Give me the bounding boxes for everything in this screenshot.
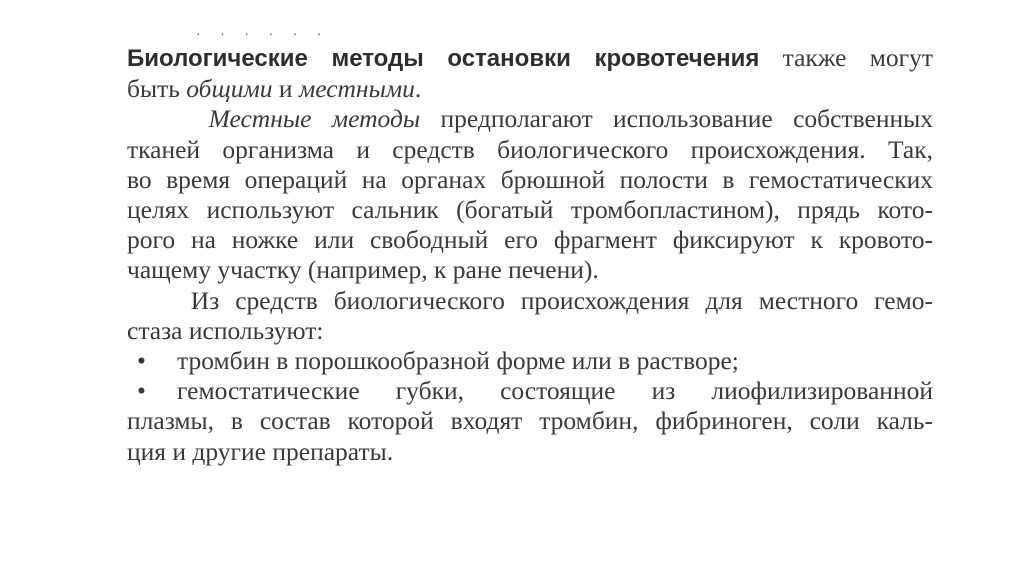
bullet-item-2-line-3: ция и другие препараты. [127,436,394,466]
italic-term-local-methods: Местные методы [208,104,421,134]
bullet-item-1 [127,346,933,376]
text-segment: быть [127,74,187,104]
bullet-item-2-line-2: плазмы, в состав которой входят тромбин, фибриноген, соли каль- [127,406,933,436]
paragraph-3-line-1 [127,286,933,316]
paragraph-1-line-2 [127,74,933,104]
paragraph-2-line-2: тканей организма и средств биологического происхождения. Так, [127,134,933,164]
paragraph-2-line-6: чащему участку (например, к ране печени). [127,255,599,285]
bullet-text: тромбин в порошкообразной форме или в растворе; [177,346,739,376]
italic-term-general: общими [186,74,273,104]
text-segment: предполагают использование собственных [420,104,934,134]
bullet-icon: • [137,376,146,406]
text-segment: и [272,74,299,104]
cropped-heading-fragment: · · · · · · [196,28,330,36]
text-segment: Из средств биологического происхождения для местного гемо- [190,285,934,315]
bullet-icon: • [137,346,146,376]
paragraph-2-line-3: во время операций на органах брюшной полости в гемостатических [127,164,933,194]
bold-term: Биологические методы остановки кровотечения [127,45,760,72]
paragraph-2-line-5: рого на ножке или свободный его фрагмент фиксируют к кровото- [127,225,933,255]
paragraph-1-line-1 [127,43,933,74]
document-body [127,43,933,467]
paragraph-2-line-4: целях используют сальник (богатый тромбопластином), прядь кото- [127,195,933,225]
italic-term-local: местными [298,74,415,104]
paragraph-1-text: также могут [759,43,933,72]
bullet-item-2-line-1 [127,376,933,406]
bullet-text: гемостатические губки, состоящие из лиофилизированной [177,376,933,406]
text-segment: . [414,74,422,104]
paragraph-2-line-1 [127,104,933,134]
paragraph-3-line-2: стаза используют: [127,315,324,345]
